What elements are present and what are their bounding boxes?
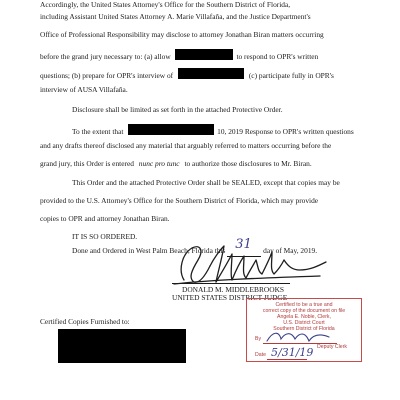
stamp-date-label: Date [255,352,266,358]
doc-line-11: This Order and the attached Protective Order shall be SEALED, except that copies may be [72,178,340,187]
doc-line-5-start: questions; (b) prepare for OPR's interview of [40,71,174,80]
doc-line-3: Office of Professional Responsibility may disclose to attorney Jonathan Biran matters occurring [40,30,324,39]
redaction-box [58,329,186,363]
doc-line-1: Accordingly, the United States Attorney's Office for the Southern District of Florida, [40,0,291,9]
handwritten-day: 31 [235,237,252,252]
stamp-line-2: correct copy of the document on file [262,308,346,314]
clerk-signature [263,329,333,345]
signature-line [172,283,290,284]
stamp-date-value: 5/31/19 [271,346,314,359]
doc-line-10-italic: nunc pro tunc [138,159,180,168]
stamp-line-4: U.S. District Court [283,320,325,326]
doc-line-10-start: grand jury, this Order is entered [40,159,134,168]
stamp-line-5: Southern District of Florida [273,326,335,332]
doc-line-13: copies to OPR and attorney Jonathan Biran. [40,214,170,223]
doc-line-9: and any drafts thereof disclosed any material that arguably referred to matters occurring before the [40,141,332,150]
judge-name: DONALD M. MIDDLEBROOKS [182,285,285,294]
certified-copies-label: Certified Copies Furnished to: [40,317,130,326]
doc-line-8-end: 10, 2019 Response to OPR's written questions [217,127,354,136]
doc-line-10-end: to authorize those disclosures to Mr. Biran. [184,159,312,168]
redaction-box [128,124,214,135]
stamp-deputy-label: Deputy Clerk [317,344,347,350]
doc-line-4-start: before the grand jury necessary to: (a) allow [40,52,171,61]
doc-line-14: IT IS SO ORDERED. [72,232,138,241]
doc-line-15-start: Done and Ordered in West Palm Beach, Florida this [72,246,226,255]
doc-line-8 [72,124,354,135]
stamp-line-3: Angela E. Noble, Clerk, [277,314,331,320]
doc-line-7: Disclosure shall be limited as set forth in the attached Protective Order. [72,105,283,114]
stamp-line-1: Certified to be a true and [275,302,333,308]
doc-line-15-end: day of May, 2019. [263,246,318,255]
judge-title: UNITED STATES DISTRICT JUDGE [172,293,288,302]
doc-line-8-start: To the extent that [72,127,124,136]
doc-line-10 [40,160,312,167]
doc-line-5 [40,68,334,79]
doc-line-4 [40,49,318,60]
doc-line-4-end: to respond to OPR's written [236,52,319,61]
doc-line-5-end: (c) participate fully in OPR's [248,71,334,80]
stamp-by-label: By [255,336,262,342]
judge-signature [170,237,330,288]
doc-line-6: interview of AUSA Villafaña. [40,85,128,94]
redaction-box [175,49,233,60]
doc-line-2: including Assistant United States Attorney A. Marie Villafaña, and the Justice Department's [40,12,311,21]
doc-line-12: provided to the U.S. Attorney's Office for the Southern District of Florida, which may provide [40,196,319,205]
certification-stamp [246,298,362,362]
redaction-box [178,68,244,79]
